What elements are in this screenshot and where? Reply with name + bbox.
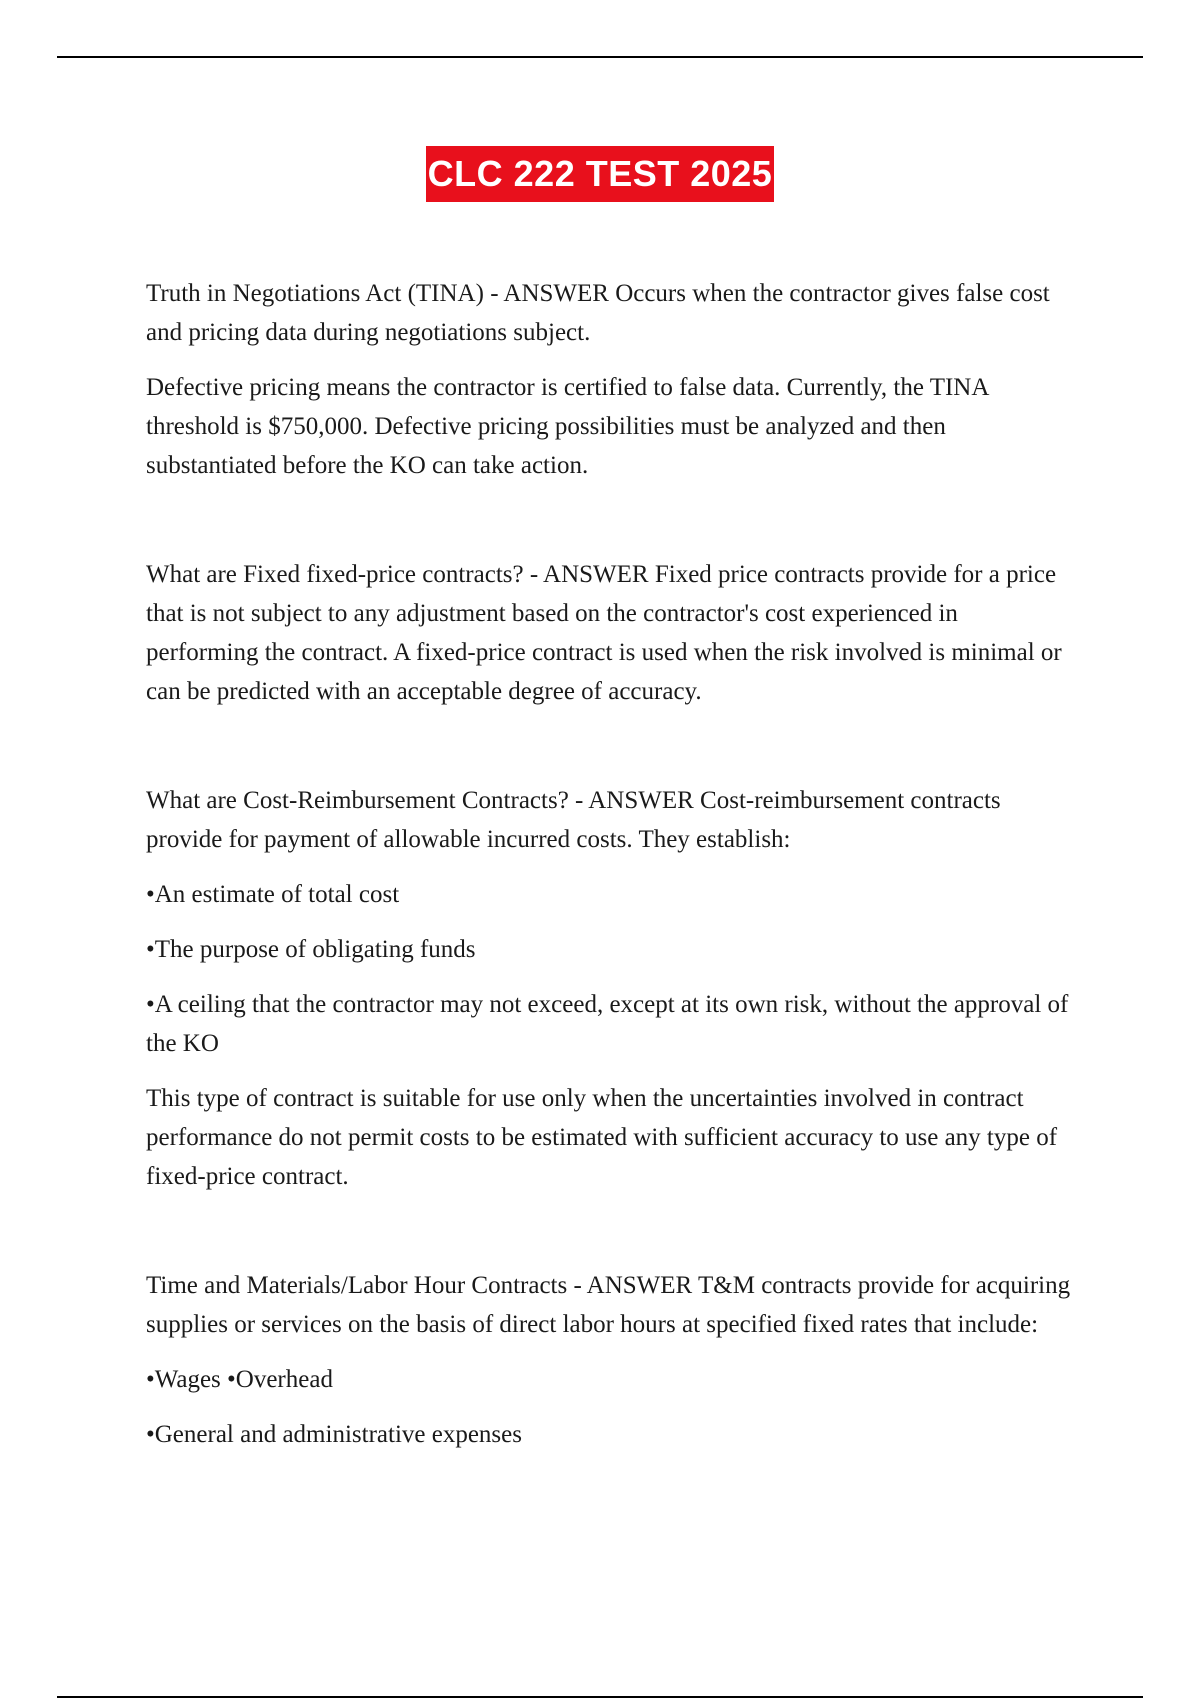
paragraph-fixed-price: What are Fixed fixed-price contracts? - ANSWER Fixed price contracts provide for a price that is not subject to any adjustment based on the contractor's cost experienced in performing the contract. A fixed-price contract is used when the risk involved is minimal or can be predicted with an acceptable degree of accuracy.	[146, 561, 1062, 705]
title-container	[0, 146, 1200, 202]
bottom-rule	[57, 1696, 1143, 1698]
paragraph-time-materials: Time and Materials/Labor Hour Contracts - ANSWER T&M contracts provide for acquiring supplies or services on the basis of direct labor hours at specified fixed rates that include:	[146, 1272, 1071, 1338]
paragraph-tina-question: Truth in Negotiations Act (TINA) - ANSWER Occurs when the contractor gives false cost and pricing data during negotiations subject.	[146, 280, 1050, 346]
bullet-obligating-funds: •The purpose of obligating funds	[146, 936, 476, 963]
paragraph-suitability: This type of contract is suitable for use only when the uncertainties involved in contract performance do not permit costs to be estimated with sufficient accuracy to use any type of fixed-price contract.	[146, 1085, 1058, 1190]
document-title: CLC 222 TEST 2025	[426, 146, 775, 202]
document-body	[146, 274, 1076, 1470]
top-rule	[57, 56, 1143, 58]
paragraph-cost-reimbursement: What are Cost-Reimbursement Contracts? - ANSWER Cost-reimbursement contracts provide for payment of allowable incurred costs. They establish:	[146, 787, 1001, 853]
bullet-estimate-total-cost: •An estimate of total cost	[146, 881, 400, 908]
bullet-general-admin: •General and administrative expenses	[146, 1421, 522, 1448]
bullet-wages-overhead: •Wages •Overhead	[146, 1366, 333, 1393]
bullet-ceiling: •A ceiling that the contractor may not exceed, except at its own risk, without the approval of the KO	[146, 991, 1069, 1057]
paragraph-defective-pricing: Defective pricing means the contractor is certified to false data. Currently, the TINA threshold is $750,000. Defective pricing possibilities must be analyzed and then substantiated before the KO can take action.	[146, 374, 989, 479]
